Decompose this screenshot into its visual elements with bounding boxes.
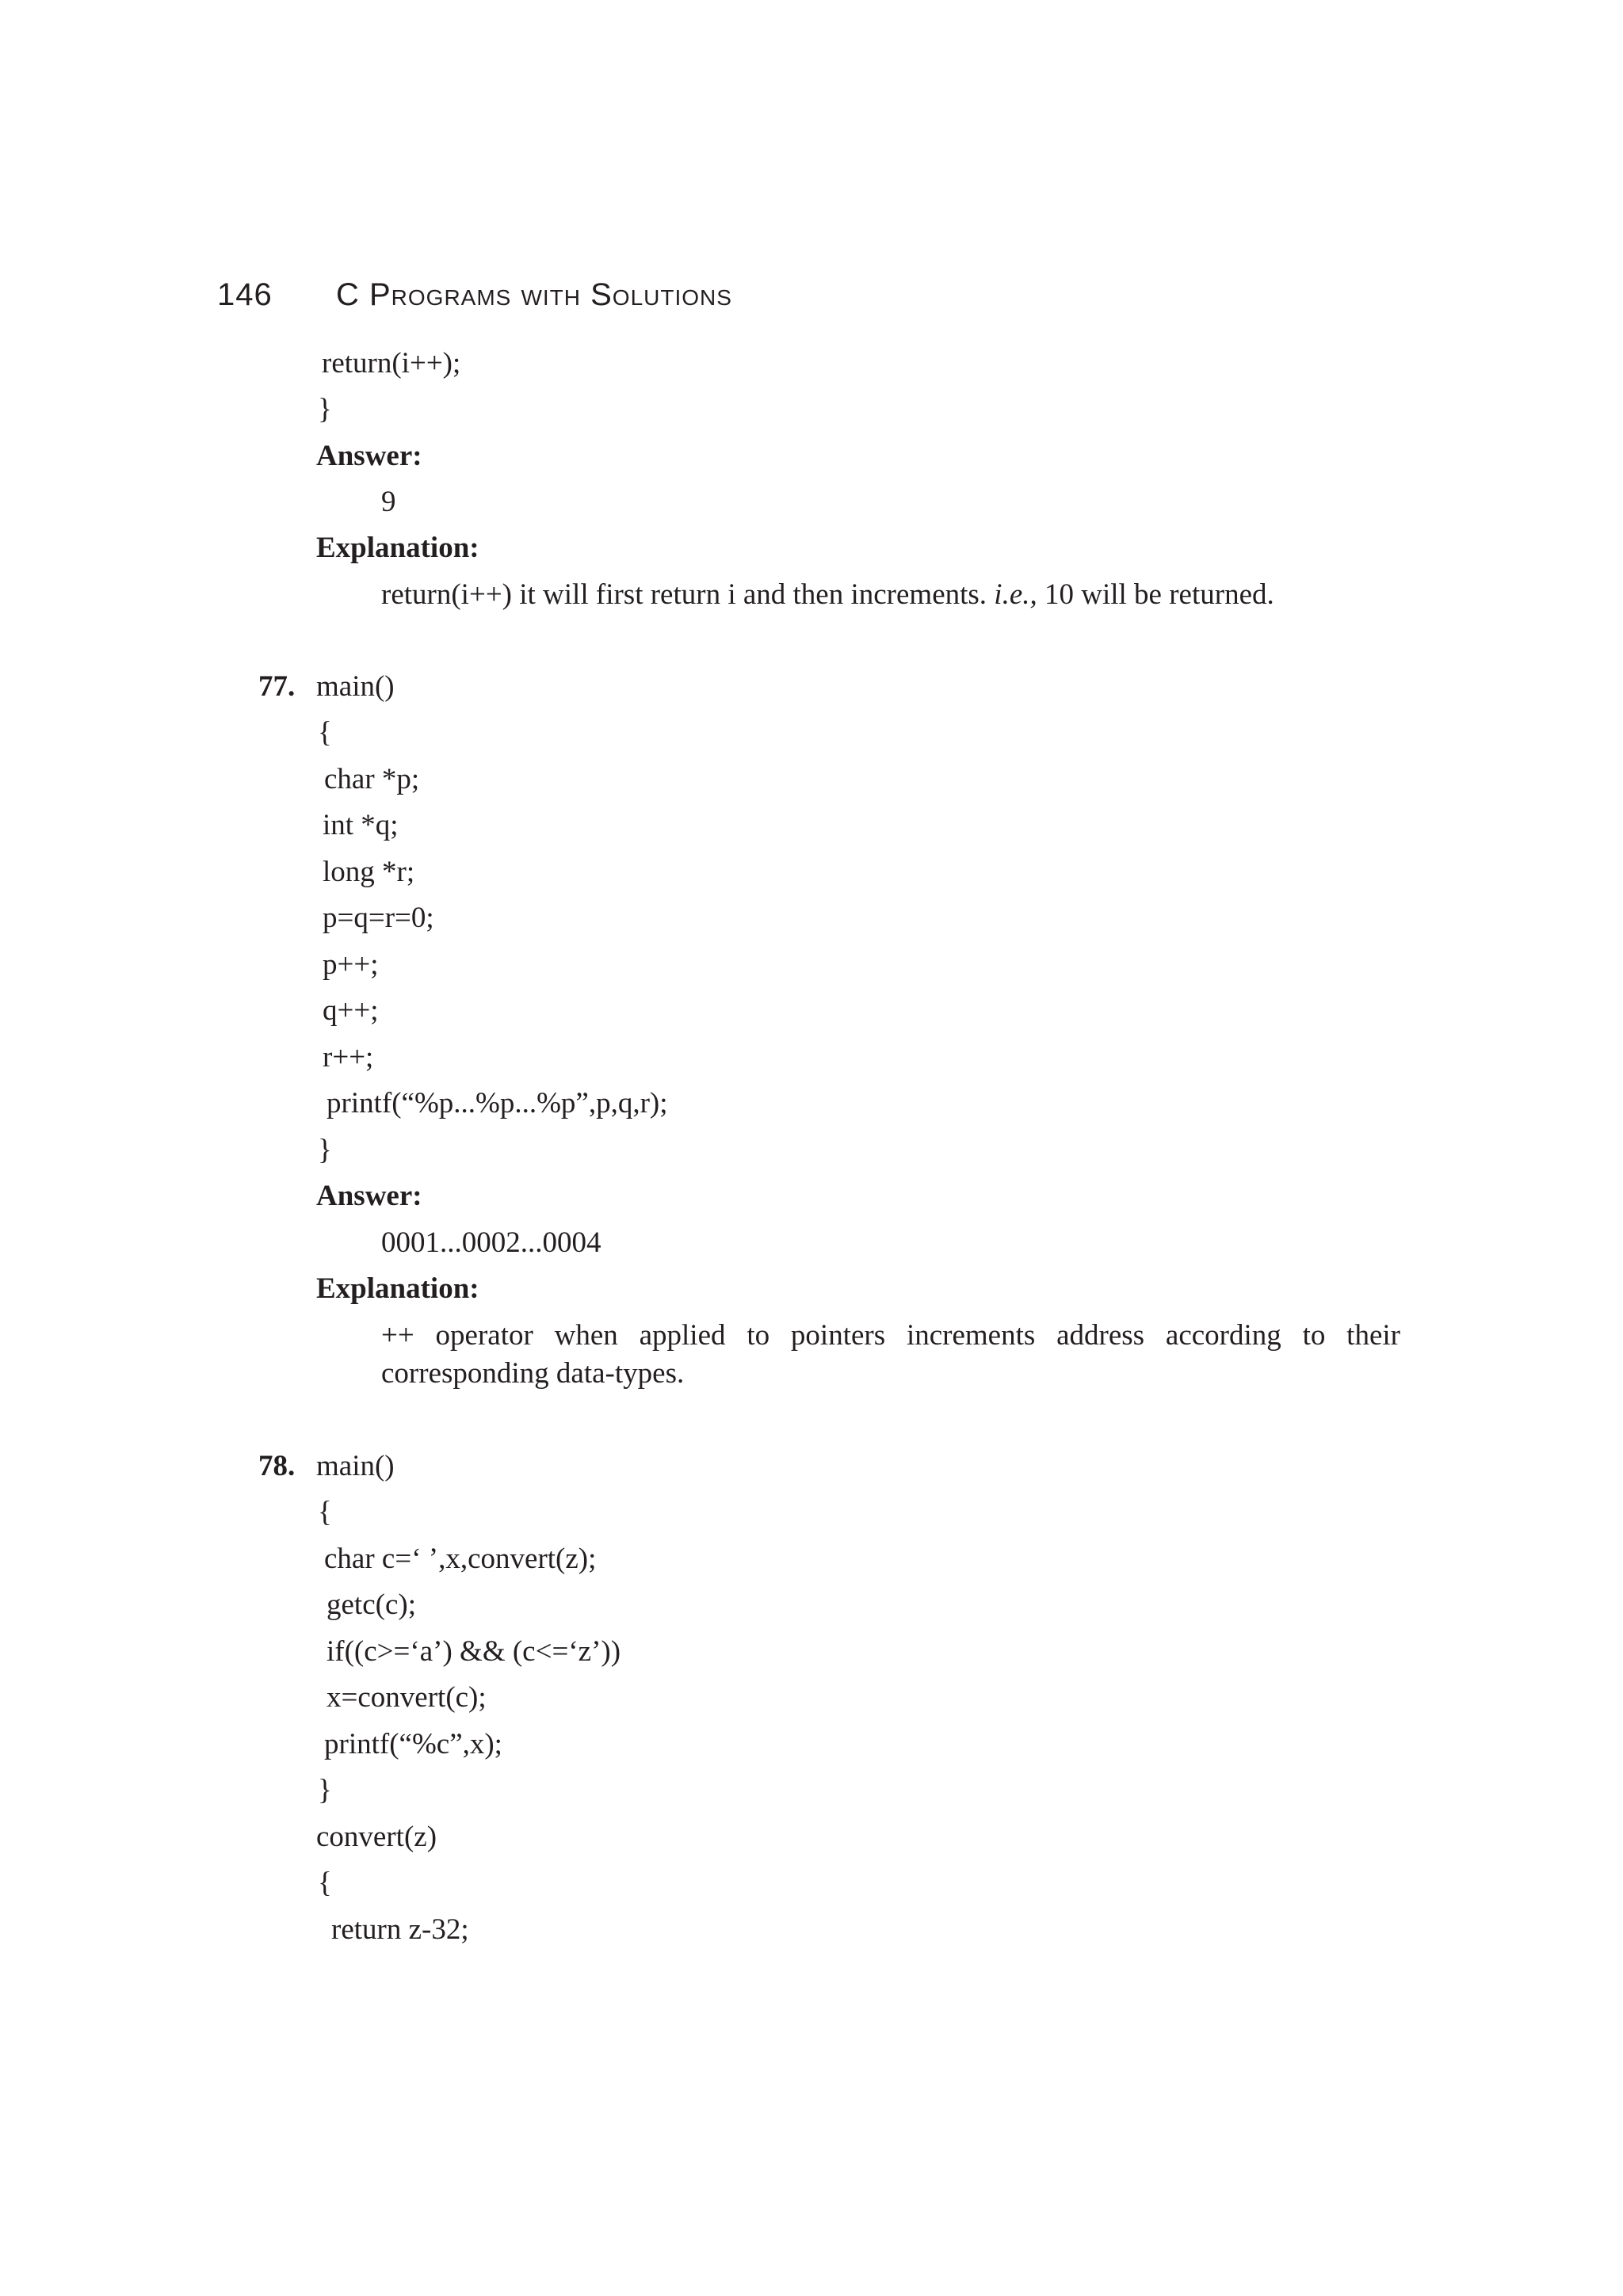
code-line: } (318, 1774, 332, 1806)
answer-value: 0001...0002...0004 (381, 1226, 601, 1259)
answer-label: Answer: (316, 440, 422, 472)
italic-abbrev: i.e., (994, 578, 1037, 611)
question-number: 78. (258, 1450, 296, 1482)
code-line: q++; (323, 994, 379, 1027)
code-line: } (318, 393, 332, 425)
code-line: int *q; (323, 809, 399, 841)
code-line: getc(c); (327, 1589, 416, 1621)
code-line: main() (316, 670, 395, 703)
code-line: printf(“%p...%p...%p”,p,q,r); (327, 1087, 668, 1119)
code-line: { (318, 1867, 332, 1899)
code-line: return z-32; (331, 1913, 469, 1946)
code-line: char c=‘ ’,x,convert(z); (324, 1543, 597, 1575)
explanation-label: Explanation: (316, 532, 479, 564)
code-line: { (318, 716, 332, 749)
answer-label: Answer: (316, 1180, 422, 1212)
code-line: { (318, 1496, 332, 1528)
explanation-text: return(i++) it will first return i and then increments. i.e., 10 will be returned. (381, 578, 1274, 611)
answer-value: 9 (381, 486, 396, 518)
code-line: return(i++); (322, 347, 461, 379)
page-header (217, 277, 732, 317)
code-line: r++; (323, 1041, 374, 1074)
code-line: main() (316, 1450, 395, 1482)
code-line: convert(z) (316, 1821, 437, 1853)
code-line: char *p; (324, 763, 420, 795)
running-title: C Programs with Solutions (336, 277, 732, 312)
code-line: x=convert(c); (327, 1681, 487, 1714)
code-line: } (318, 1134, 332, 1166)
page-number: 146 (217, 277, 273, 312)
code-line: p=q=r=0; (323, 902, 434, 934)
question-number: 77. (258, 670, 296, 703)
code-line: p++; (323, 948, 379, 981)
explanation-text: ++ operator when applied to pointers increments address according to their corresponding data-types. (381, 1319, 1400, 1390)
code-line: if((c>=‘a’) && (c<=‘z’)) (327, 1635, 621, 1668)
explanation-label: Explanation: (316, 1272, 479, 1305)
code-line: long *r; (323, 856, 415, 888)
code-line: printf(“%c”,x); (324, 1728, 502, 1760)
